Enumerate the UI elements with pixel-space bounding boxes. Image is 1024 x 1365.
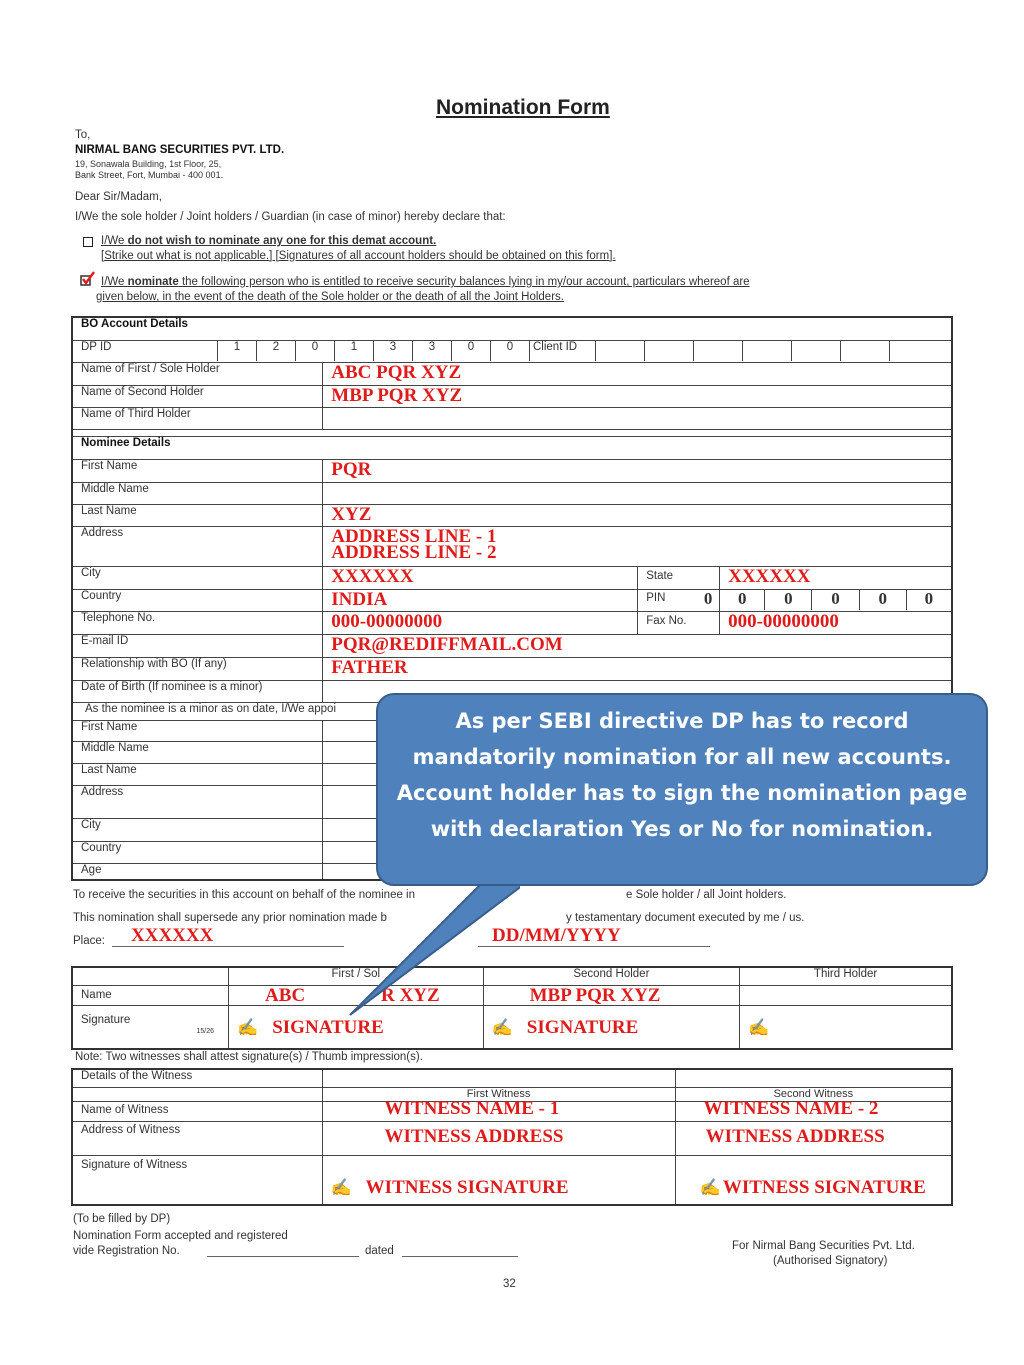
client-id-box[interactable] (596, 341, 645, 361)
first-witness-signature: WITNESS SIGNATURE (365, 1176, 569, 1198)
second-holder-name-cell[interactable] (483, 985, 740, 1005)
for-company: For Nirmal Bang Securities Pvt. Ltd. (732, 1240, 915, 1252)
callout-text: As per SEBI directive DP has to record mandatorily nomination for all new accounts. Account holder has to sign the nomination page with declaration Yes or No for nomination. (396, 709, 968, 841)
witness-details-blank (675, 1069, 952, 1087)
nominee-telephone-label: Telephone No. (72, 611, 323, 634)
guardian-country-label: Country (72, 841, 323, 863)
nominee-city-value: XXXXXX (331, 565, 414, 587)
nominee-first-name-field[interactable] (323, 459, 952, 482)
bo-header: BO Account Details (72, 317, 952, 340)
dp-digit[interactable]: 0 (296, 341, 335, 361)
pen-signature-icon: ✍ (330, 1177, 352, 1197)
section-spacer (72, 429, 952, 436)
dated-label: dated (365, 1245, 394, 1257)
first-witness-signature-cell[interactable] (322, 1155, 675, 1205)
client-id-label: Client ID (530, 341, 596, 361)
second-holder-signature-cell[interactable] (483, 1005, 740, 1049)
dp-digit[interactable]: 1 (335, 341, 374, 361)
second-witness-address-cell[interactable] (675, 1121, 952, 1155)
dp-digit[interactable]: 1 (218, 341, 257, 361)
nominee-dob-label: Date of Birth (If nominee is a minor) (72, 680, 323, 702)
nominee-pin-label: PIN (646, 591, 666, 604)
pen-signature-icon: ✍ (237, 1017, 259, 1037)
company-address-1: 19, Sonawala Building, 1st Floor, 25, (75, 159, 222, 169)
dp-digit[interactable]: 2 (257, 341, 296, 361)
option-nominate-text (101, 276, 750, 288)
pen-signature-icon: ✍ (699, 1177, 721, 1197)
pin-digit[interactable]: 0 (859, 590, 906, 610)
second-witness-header: Second Witness (675, 1087, 952, 1101)
salutation: Dear Sir/Madam, (75, 191, 162, 203)
nominee-state-field[interactable] (720, 566, 952, 589)
nominee-country-label: Country (72, 589, 323, 611)
nominee-fax-label: Fax No. (638, 611, 720, 634)
nominee-fax-value: 000-00000000 (728, 610, 839, 632)
first-witness-address-cell[interactable] (322, 1121, 675, 1155)
supersede-declaration-end: y testamentary document executed by me / us. (566, 912, 805, 924)
third-holder-field[interactable] (323, 407, 952, 429)
dp-id-label: DP ID (73, 341, 218, 361)
first-witness-name: WITNESS NAME - 1 (384, 1097, 560, 1119)
authorised-signatory: (Authorised Signatory) (773, 1255, 888, 1267)
dp-digit[interactable]: 3 (374, 341, 413, 361)
option-nominate-bold: nominate (127, 276, 179, 288)
first-holder-field[interactable] (323, 362, 952, 385)
nominee-last-name-field[interactable] (323, 504, 952, 526)
option-no-nominate-bold: do not wish to nominate any one for this demat account. (127, 235, 437, 247)
client-id-box[interactable] (890, 341, 952, 361)
second-holder-field[interactable] (323, 385, 952, 407)
first-holder-value: ABC PQR XYZ (331, 361, 462, 383)
nominee-state-value: XXXXXX (728, 565, 811, 587)
guardian-middle-name-label: Middle Name (72, 741, 323, 763)
nominee-address-line1: ADDRESS LINE - 1 (331, 525, 497, 547)
option-no-nominate-text (101, 235, 436, 247)
to-label: To, (75, 129, 91, 141)
first-holder-sig-name: ABC (265, 984, 306, 1006)
pin-digit[interactable]: 0 (765, 590, 812, 610)
sig-header-blank (72, 967, 229, 985)
first-holder-signature: SIGNATURE (272, 1016, 384, 1038)
nominee-email-value: PQR@REDIFFMAIL.COM (331, 633, 563, 655)
nominee-city-label: City (72, 566, 323, 589)
witness-details-blank (322, 1069, 675, 1087)
pin-digit[interactable]: 0 (924, 588, 934, 608)
second-witness-signature-cell[interactable] (675, 1155, 952, 1205)
first-witness-name-cell[interactable] (322, 1097, 675, 1121)
pin-digit[interactable]: 0 (720, 590, 765, 610)
second-holder-signature: SIGNATURE (526, 1016, 639, 1038)
sebi-callout (376, 693, 988, 886)
first-witness-address: WITNESS ADDRESS (384, 1125, 564, 1147)
sig-signature-label (72, 1005, 229, 1049)
dated-underline[interactable] (402, 1256, 518, 1257)
second-witness-address: WITNESS ADDRESS (705, 1125, 885, 1147)
nominee-first-name-value: PQR (331, 458, 372, 480)
witness-name-label: Name of Witness (72, 1101, 322, 1121)
pin-digit[interactable]: 0 (703, 588, 713, 608)
place-value: XXXXXX (131, 925, 214, 946)
company-name: NIRMAL BANG SECURITIES PVT. LTD. (75, 144, 285, 156)
nominee-last-name-value: XYZ (331, 503, 372, 525)
supersede-declaration: This nomination shall supersede any prior nomination made b (73, 912, 387, 924)
option-nominate-rest: the following person who is entitled to receive security balances lying in my/our account, particulars whereof are (178, 276, 750, 288)
third-holder-header: Third Holder (740, 967, 952, 985)
receive-declaration-end: e Sole holder / all Joint holders. (626, 889, 787, 901)
third-holder-label: Name of Third Holder (72, 407, 323, 429)
accepted-text: Nomination Form accepted and registered (73, 1230, 288, 1242)
declaration-text: I/We the sole holder / Joint holders / Guardian (in case of minor) hereby declare that: (75, 211, 506, 223)
guardian-intro: As the nominee is a minor as on date, I/We appoi (72, 702, 952, 720)
guardian-age-label: Age (72, 863, 323, 880)
option-nominate-prefix: I/We (101, 276, 128, 288)
date-value: DD/MM/YYYY (492, 925, 621, 946)
dp-digit[interactable]: 0 (452, 341, 491, 361)
nominee-address-line2: ADDRESS LINE - 2 (331, 541, 497, 563)
nominee-first-name-label: First Name (72, 459, 323, 482)
nominee-fax-field[interactable] (720, 611, 952, 634)
witness-note: Note: Two witnesses shall attest signature(s) / Thumb impression(s). (75, 1051, 423, 1063)
company-address-2: Bank Street, Fort, Mumbai - 400 001. (75, 170, 224, 180)
nominee-state-label: State (638, 566, 720, 589)
pin-digit[interactable]: 0 (812, 590, 859, 610)
dp-digit[interactable]: 0 (491, 341, 530, 361)
second-witness-name: WITNESS NAME - 2 (703, 1097, 879, 1119)
receive-declaration-part1: To receive the securities in this account on behalf of the nominee in (73, 889, 416, 901)
nominee-country-field[interactable] (323, 589, 638, 611)
witness-signature-label: Signature of Witness (72, 1155, 322, 1205)
nominee-relationship-field[interactable] (323, 657, 952, 680)
client-id-box[interactable] (841, 341, 890, 361)
third-holder-name-cell[interactable] (740, 985, 952, 1005)
registration-underline[interactable] (207, 1256, 359, 1257)
nominee-telephone-field[interactable] (323, 611, 638, 634)
third-holder-signature-cell[interactable] (740, 1005, 952, 1049)
nominee-email-label: E-mail ID (72, 634, 323, 657)
nominee-header: Nominee Details (72, 436, 952, 459)
page-number: 32 (503, 1278, 516, 1290)
second-holder-label: Name of Second Holder (72, 385, 323, 407)
witness-header-blank (72, 1087, 322, 1101)
witness-table (71, 1068, 953, 1206)
first-holder-sig-name-tail: R XYZ (381, 984, 440, 1006)
nominee-last-name-label: Last Name (72, 504, 323, 526)
nominee-relationship-value: FATHER (331, 656, 408, 678)
option-nominate-line2: given below, in the event of the death of the Sole holder or the death of all the Joint Holders. (96, 291, 564, 303)
client-id-box[interactable] (792, 341, 841, 361)
nominee-middle-name-field[interactable] (323, 482, 952, 504)
option-no-nominate-prefix: I/We (101, 235, 128, 247)
dp-digit[interactable]: 3 (413, 341, 452, 361)
first-witness-header: First Witness (322, 1087, 675, 1101)
first-holder-header: First / Sol (229, 967, 484, 985)
guardian-city-label: City (72, 818, 323, 841)
form-title: Nomination Form (436, 96, 610, 119)
witness-address-label: Address of Witness (72, 1121, 322, 1155)
witness-details-label: Details of the Witness (72, 1069, 322, 1087)
sig-signature-label-text: Signature (81, 1013, 131, 1026)
second-witness-signature: WITNESS SIGNATURE (722, 1176, 926, 1198)
second-witness-name-cell[interactable] (675, 1097, 952, 1121)
client-id-box[interactable] (645, 341, 694, 361)
option-no-nominate-note: [Strike out what is not applicable.] [Signatures of all account holders should be obtained on this form]. (101, 250, 616, 262)
guardian-address-label: Address (72, 785, 323, 818)
dp-id-row (73, 341, 951, 361)
first-holder-label: Name of First / Sole Holder (72, 362, 323, 385)
second-holder-sig-name: MBP PQR XYZ (529, 984, 661, 1006)
pen-signature-icon: ✍ (491, 1017, 513, 1037)
nominee-relationship-label: Relationship with BO (If any) (72, 657, 323, 680)
option-no-nominate-checkbox[interactable] (83, 237, 93, 247)
guardian-last-name-label: Last Name (72, 763, 323, 785)
sig-small-code: 15/26 (196, 1027, 215, 1035)
nominee-email-field[interactable] (323, 634, 952, 657)
second-holder-header: Second Holder (483, 967, 740, 985)
second-holder-value: MBP PQR XYZ (331, 384, 463, 406)
nominee-city-field[interactable] (323, 566, 638, 589)
client-id-box[interactable] (694, 341, 743, 361)
nominee-telephone-value: 000-00000000 (331, 610, 443, 632)
dp-note: (To be filled by DP) (73, 1213, 171, 1225)
nominee-country-value: INDIA (331, 588, 388, 610)
nominee-middle-name-label: Middle Name (72, 482, 323, 504)
pen-signature-icon: ✍ (748, 1017, 770, 1037)
guardian-first-name-label: First Name (72, 720, 323, 741)
nominee-address-field[interactable] (323, 526, 952, 566)
registration-label: vide Registration No. (73, 1245, 180, 1257)
nominee-address-label: Address (72, 526, 323, 566)
place-label: Place: (73, 935, 105, 947)
client-id-box[interactable] (743, 341, 792, 361)
check-mark-icon[interactable] (80, 271, 96, 287)
sig-name-label: Name (72, 985, 229, 1005)
